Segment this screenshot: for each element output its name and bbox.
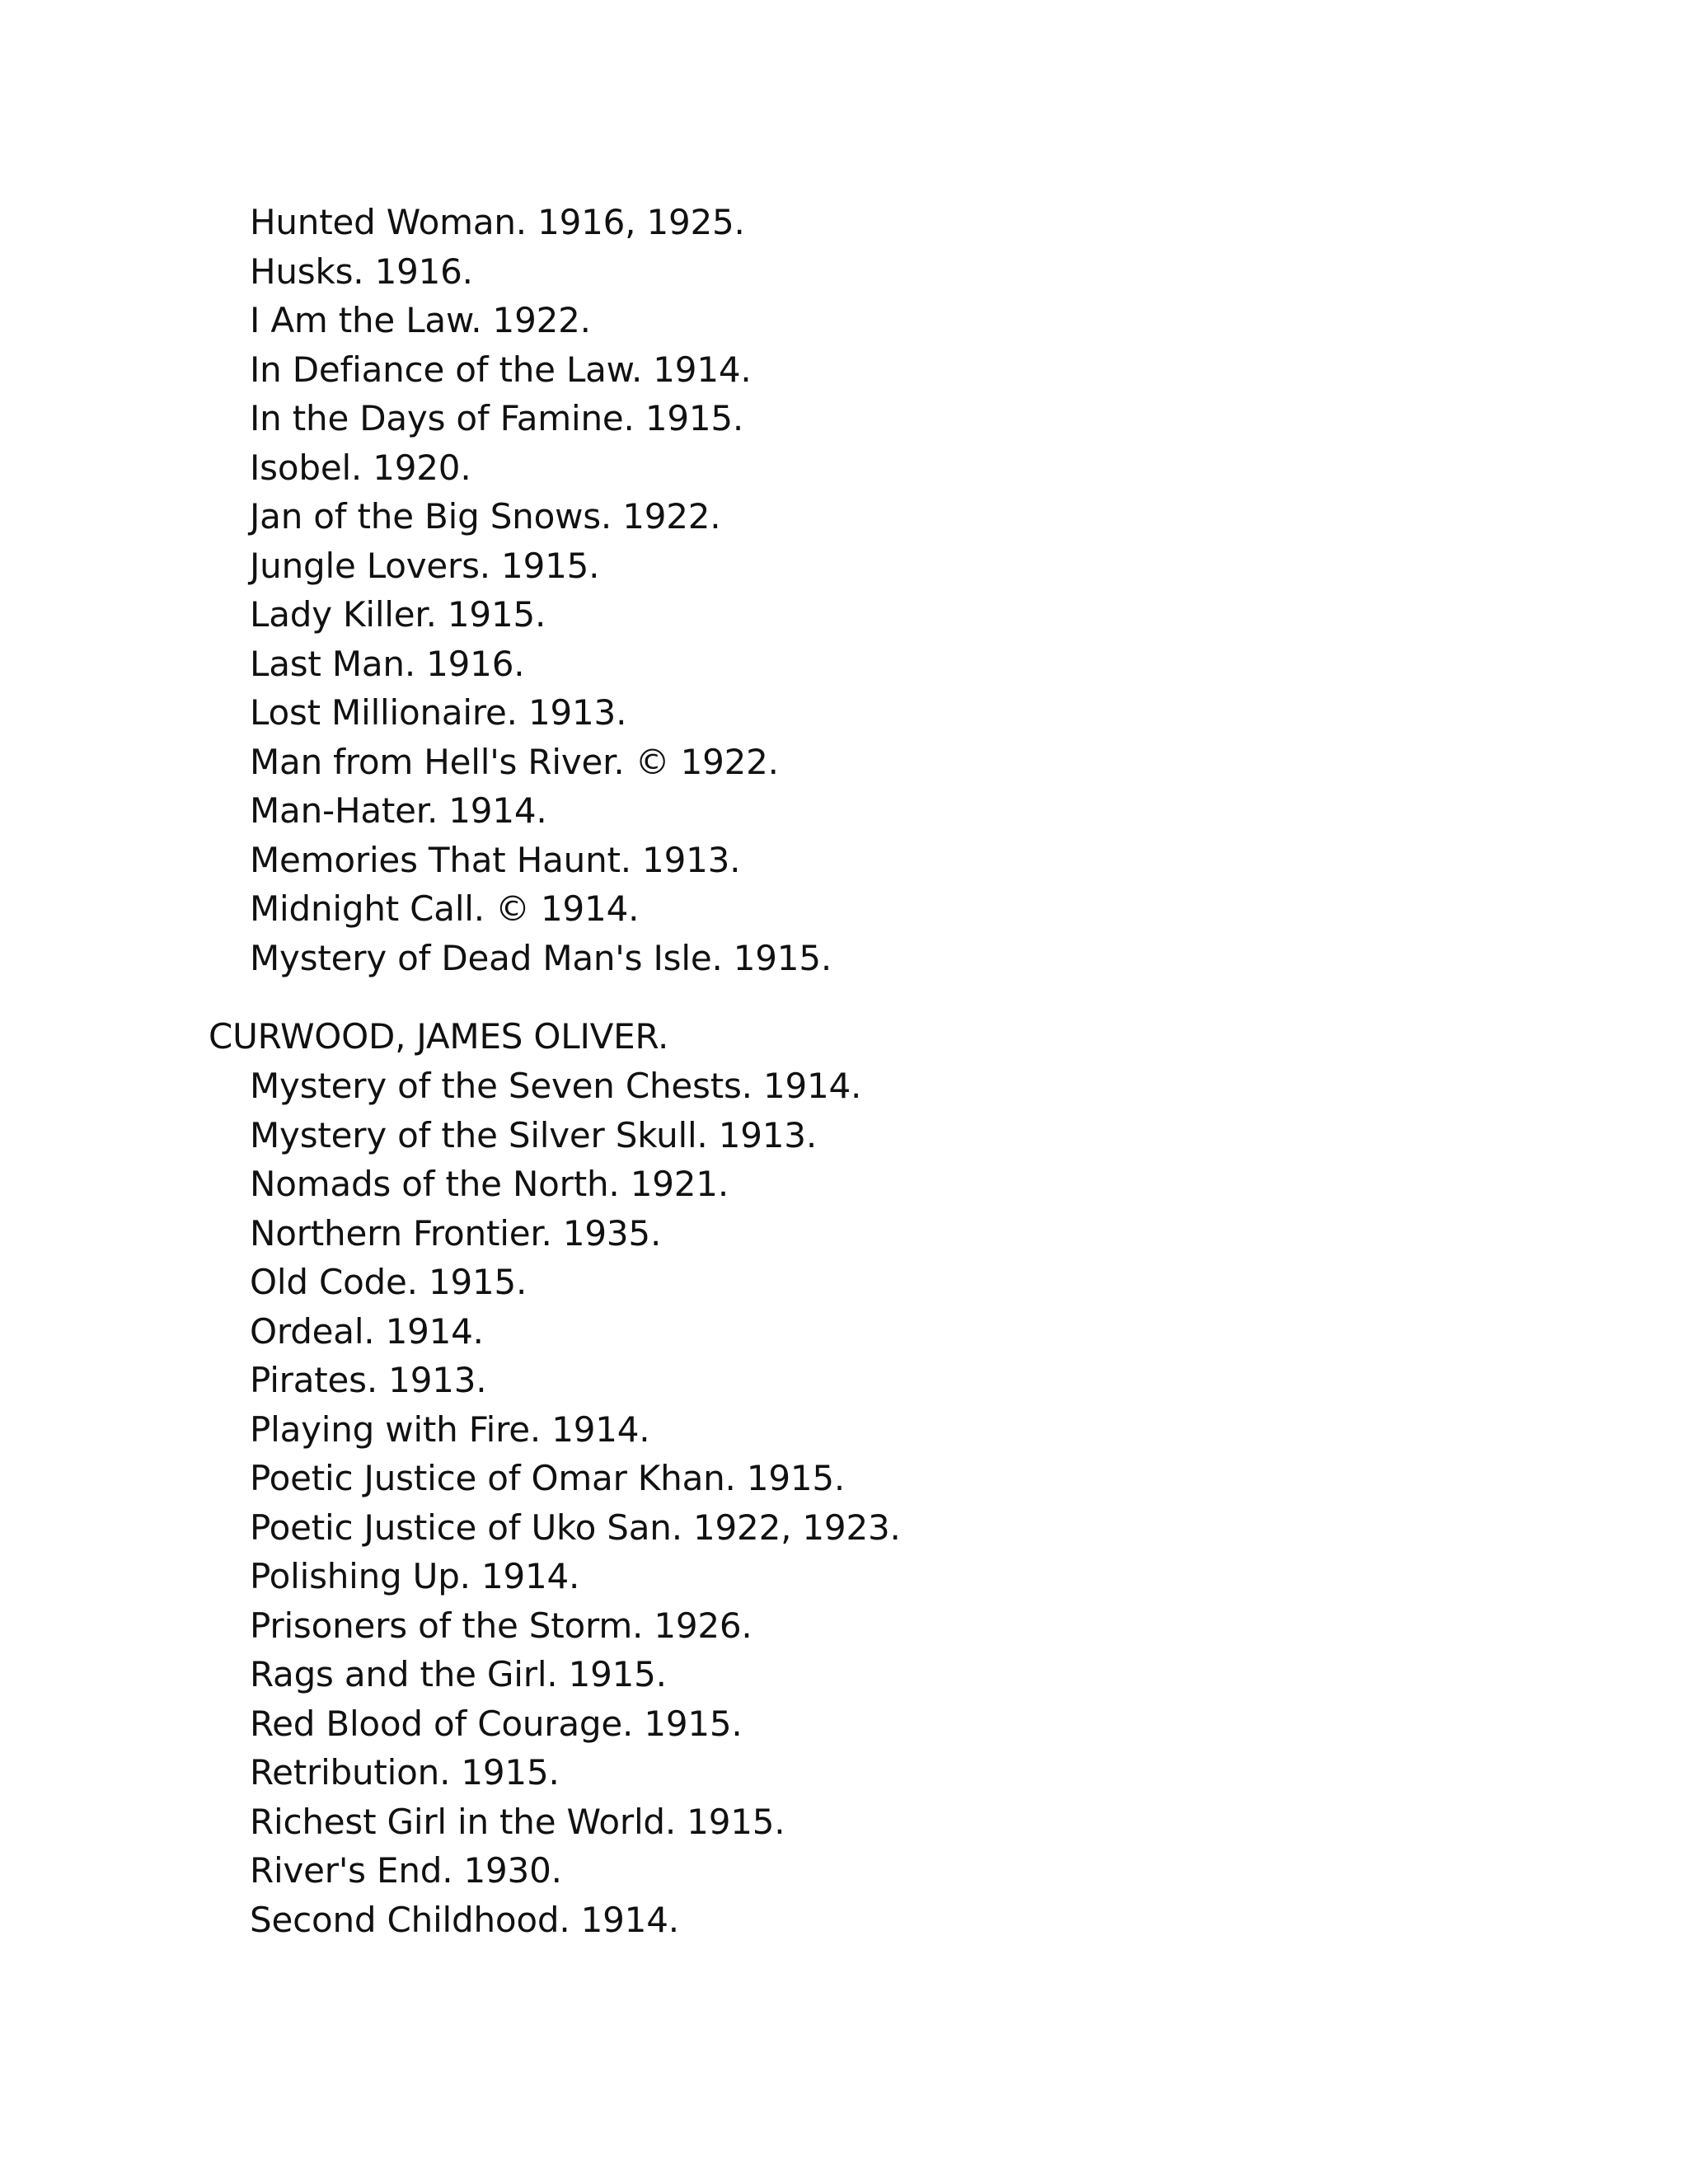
list-item: Man from Hell's River. © 1922. bbox=[250, 741, 779, 782]
entries-block-top bbox=[0, 198, 1688, 982]
list-item: Last Man. 1916. bbox=[250, 643, 525, 684]
list-item: Red Blood of Courage. 1915. bbox=[250, 1703, 743, 1744]
list-item: Ordeal. 1914. bbox=[250, 1310, 484, 1352]
list-item: Husks. 1916. bbox=[250, 251, 473, 292]
list-item: Retribution. 1915. bbox=[250, 1752, 560, 1793]
list-item: Midnight Call. © 1914. bbox=[250, 888, 640, 929]
list-item: Mystery of Dead Man's Isle. 1915. bbox=[250, 937, 832, 978]
list-item: Poetic Justice of Omar Khan. 1915. bbox=[250, 1458, 846, 1498]
list-item: Nomads of the North. 1921. bbox=[250, 1164, 729, 1204]
list-item: Pirates. 1913. bbox=[250, 1360, 487, 1400]
list-item: Playing with Fire. 1914. bbox=[250, 1408, 650, 1450]
list-item: Mystery of the Silver Skull. 1913. bbox=[250, 1114, 817, 1155]
list-item: Hunted Woman. 1916, 1925. bbox=[250, 202, 745, 242]
author-heading: CURWOOD, JAMES OLIVER. bbox=[209, 1016, 669, 1057]
list-item: Richest Girl in the World. 1915. bbox=[250, 1801, 785, 1842]
list-item: Jan of the Big Snows. 1922. bbox=[250, 496, 721, 537]
list-item: Rags and the Girl. 1915. bbox=[250, 1654, 667, 1694]
list-item: Memories That Haunt. 1913. bbox=[250, 839, 741, 880]
list-item: Isobel. 1920. bbox=[250, 447, 471, 488]
list-item: In Defiance of the Law. 1914. bbox=[250, 349, 752, 390]
entries-block-bottom bbox=[0, 1012, 1688, 1944]
list-item: Lady Killer. 1915. bbox=[250, 594, 546, 635]
list-item: Prisoners of the Storm. 1926. bbox=[250, 1605, 753, 1646]
list-item: Lost Millionaire. 1913. bbox=[250, 692, 627, 733]
list-item: In the Days of Famine. 1915. bbox=[250, 398, 744, 438]
list-item: Poetic Justice of Uko San. 1922, 1923. bbox=[250, 1507, 901, 1548]
list-item: Mystery of the Seven Chests. 1914. bbox=[250, 1066, 862, 1106]
list-item: Old Code. 1915. bbox=[250, 1262, 528, 1302]
list-item: Jungle Lovers. 1915. bbox=[250, 545, 600, 586]
list-item: Polishing Up. 1914. bbox=[250, 1556, 580, 1596]
list-item: Man-Hater. 1914. bbox=[250, 790, 547, 831]
list-item: Northern Frontier. 1935. bbox=[250, 1212, 662, 1254]
list-item: Second Childhood. 1914. bbox=[250, 1899, 679, 1940]
list-item: River's End. 1930. bbox=[250, 1850, 562, 1891]
list-item: I Am the Law. 1922. bbox=[250, 300, 591, 340]
